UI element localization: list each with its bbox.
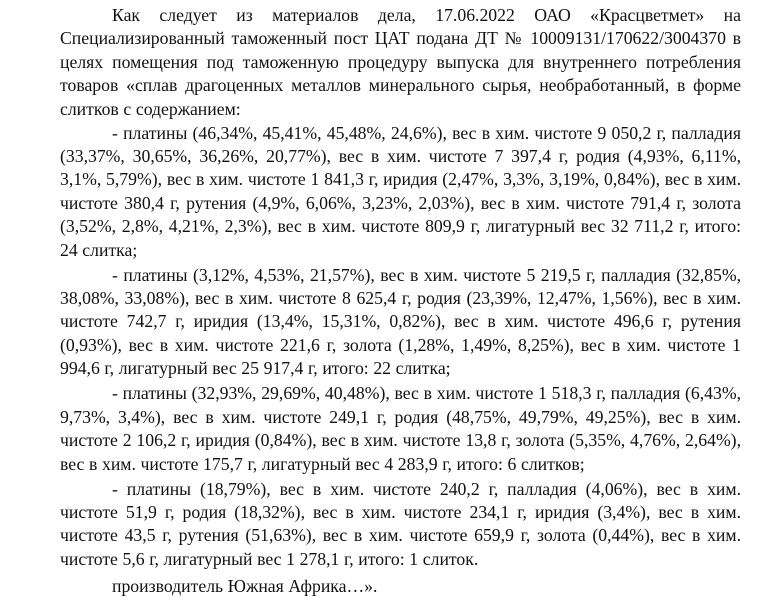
paragraph-item-2: - платины (3,12%, 4,53%, 21,57%), вес в хим. чистоте 5 219,5 г, палладия (32,85%, 38,08%, 33,08%), вес в хим. чистоте 8 625,4 г, родия (23,39%, 12,47%, 1,56%), вес в хим. чистоте 742,7 г, иридия (13,4%, 15,31%, 0,82%), вес в хим. чистоте 496,6 г, рутения (0,93%), вес в хим. чистоте 221,6 г, золота (1,28%, 1,49%, 8,25%), вес в хим. чистоте 1 994,6 г, лигатурный вес 25 917,4 г, итого: 22 слитка; <box>60 264 741 379</box>
paragraph-item-4: - платины (18,79%), вес в хим. чистоте 240,2 г, палладия (4,06%), вес в хим. чистоте 51,9 г, родия (18,32%), вес в хим. чистоте 234,1 г, иридия (3,4%), вес в хим. чистоте 43,5 г, рутения (51,63%), вес в хим. чистоте 659,9 г, золота (0,44%), вес в хим. чистоте 5,6 г, лигатурный вес 1 278,1 г, итого: 1 слиток. <box>60 478 741 569</box>
paragraph-item-3: - платины (32,93%, 29,69%, 40,48%), вес в хим. чистоте 1 518,3 г, палладия (6,43%, 9,73%, 3,4%), вес в хим. чистоте 249,1 г, родия (48,75%, 49,79%, 49,25%), вес в хим. чистоте 2 106,2 г, иридия (0,84%), вес в хим. чистоте 13,8 г, золота (5,35%, 4,76%, 2,64%), вес в хим. чистоте 175,7 г, лигатурный вес 4 283,9 г, итого: 6 слитков; <box>60 383 741 474</box>
paragraph-producer: производитель Южная Африка…». <box>112 576 378 597</box>
paragraph-item-1: - платины (46,34%, 45,41%, 45,48%, 24,6%), вес в хим. чистоте 9 050,2 г, палладия (33,37%, 30,65%, 36,26%, 20,77%), вес в хим. чистоте 7 397,4 г, родия (4,93%, 6,11%, 3,1%, 5,79%), вес в хим. чистоте 1 841,3 г, иридия (2,47%, 3,3%, 3,19%, 0,84%), вес в хим. чистоте 380,4 г, рутения (4,9%, 6,06%, 3,23%, 2,03%), вес в хим. чистоте 791,4 г, золота (3,52%, 2,8%, 4,21%, 2,3%), вес в хим. чистоте 809,9 г, лигатурный вес 32 711,2 г, итого: 24 слитка; <box>60 122 741 260</box>
paragraph-intro: Как следует из материалов дела, 17.06.2022 ОАО «Красцветмет» на Специализированный таможенный пост ЦАТ подана ДТ № 10009131/170622/3004370 в целях помещения под таможенную процедуру выпуска для внутреннего потребления товаров «сплав драгоценных металлов минерального сырья, необработанный, в форме слитков с содержанием: <box>60 5 741 119</box>
